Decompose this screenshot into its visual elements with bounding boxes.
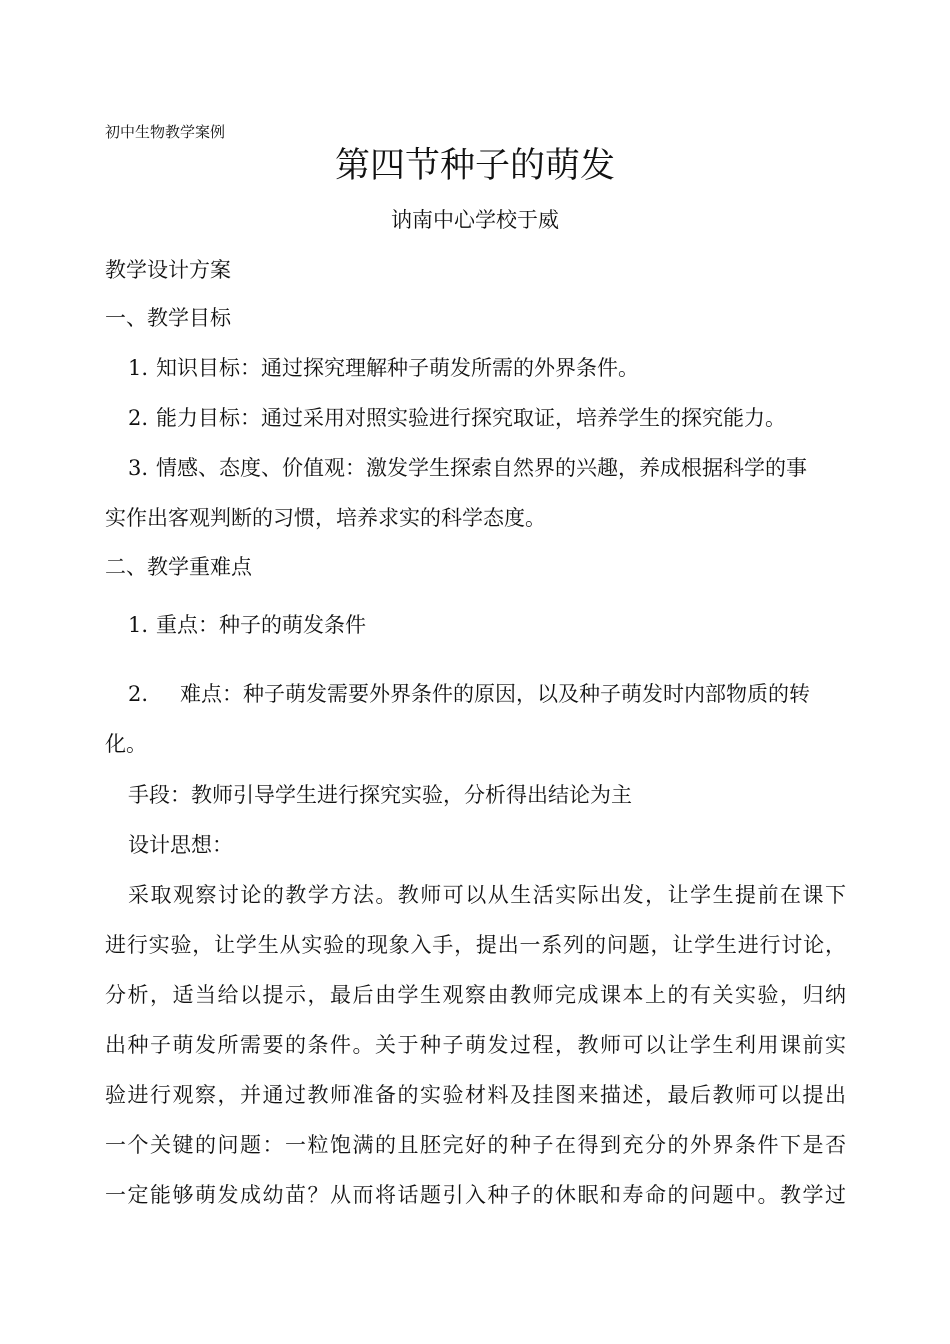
key-point-number: 1. [128, 613, 149, 637]
key-point-2 [128, 679, 810, 709]
goal-text: 能力目标：通过采用对照实验进行探究取证，培养学生的探究能力。 [156, 406, 787, 430]
heading-key-points: 二、教学重难点 [105, 555, 252, 579]
key-point-text: 重点：种子的萌发条件 [156, 613, 367, 637]
goal-number: 2. [128, 406, 149, 430]
goal-item-2 [128, 403, 786, 433]
goal-text: 知识目标：通过探究理解种子萌发所需的外界条件。 [156, 356, 640, 380]
key-point-2-continued: 化。 [105, 732, 147, 756]
goal-number: 3. [128, 456, 149, 480]
design-paragraph-line: 采取观察讨论的教学方法。教师可以从生活实际出发，让学生提前在课下 [128, 883, 846, 907]
goal-number: 1. [128, 356, 149, 380]
section-plan-heading: 教学设计方案 [105, 258, 231, 282]
author-line: 讷南中心学校于威 [391, 208, 559, 232]
document-header: 初中生物教学案例 [105, 123, 226, 141]
document-title: 第四节种子的萌发 [334, 146, 615, 186]
goal-text: 情感、态度、价值观：激发学生探索自然界的兴趣，养成根据科学的事 [156, 456, 808, 480]
key-point-number: 2. [128, 682, 149, 706]
design-paragraph-line: 分析，适当给以提示，最后由学生观察由教师完成课本上的有关实验，归纳 [105, 983, 846, 1007]
design-paragraph-line: 一定能够萌发成幼苗？从而将话题引入种子的休眠和寿命的问题中。教学过 [105, 1183, 846, 1207]
design-paragraph-line: 一个关键的问题：一粒饱满的且胚完好的种子在得到充分的外界条件下是否 [105, 1133, 846, 1157]
goal-item-1 [128, 353, 639, 383]
design-paragraph-line: 验进行观察，并通过教师准备的实验材料及挂图来描述，最后教师可以提出 [105, 1083, 846, 1107]
key-point-text: 难点：种子萌发需要外界条件的原因，以及种子萌发时内部物质的转 [180, 682, 811, 706]
design-paragraph-line: 进行实验，让学生从实验的现象入手，提出一系列的问题，让学生进行讨论， [105, 933, 846, 957]
design-paragraph-line: 出种子萌发所需要的条件。关于种子萌发过程，教师可以让学生利用课前实 [105, 1033, 846, 1057]
teaching-means: 手段：教师引导学生进行探究实验，分析得出结论为主 [128, 783, 632, 807]
key-point-1 [128, 610, 366, 640]
goal-item-3-continued: 实作出客观判断的习惯，培养求实的科学态度。 [105, 506, 546, 530]
design-thoughts-label: 设计思想： [128, 833, 233, 857]
goal-item-3 [128, 453, 807, 483]
heading-teaching-goals: 一、教学目标 [105, 306, 231, 330]
